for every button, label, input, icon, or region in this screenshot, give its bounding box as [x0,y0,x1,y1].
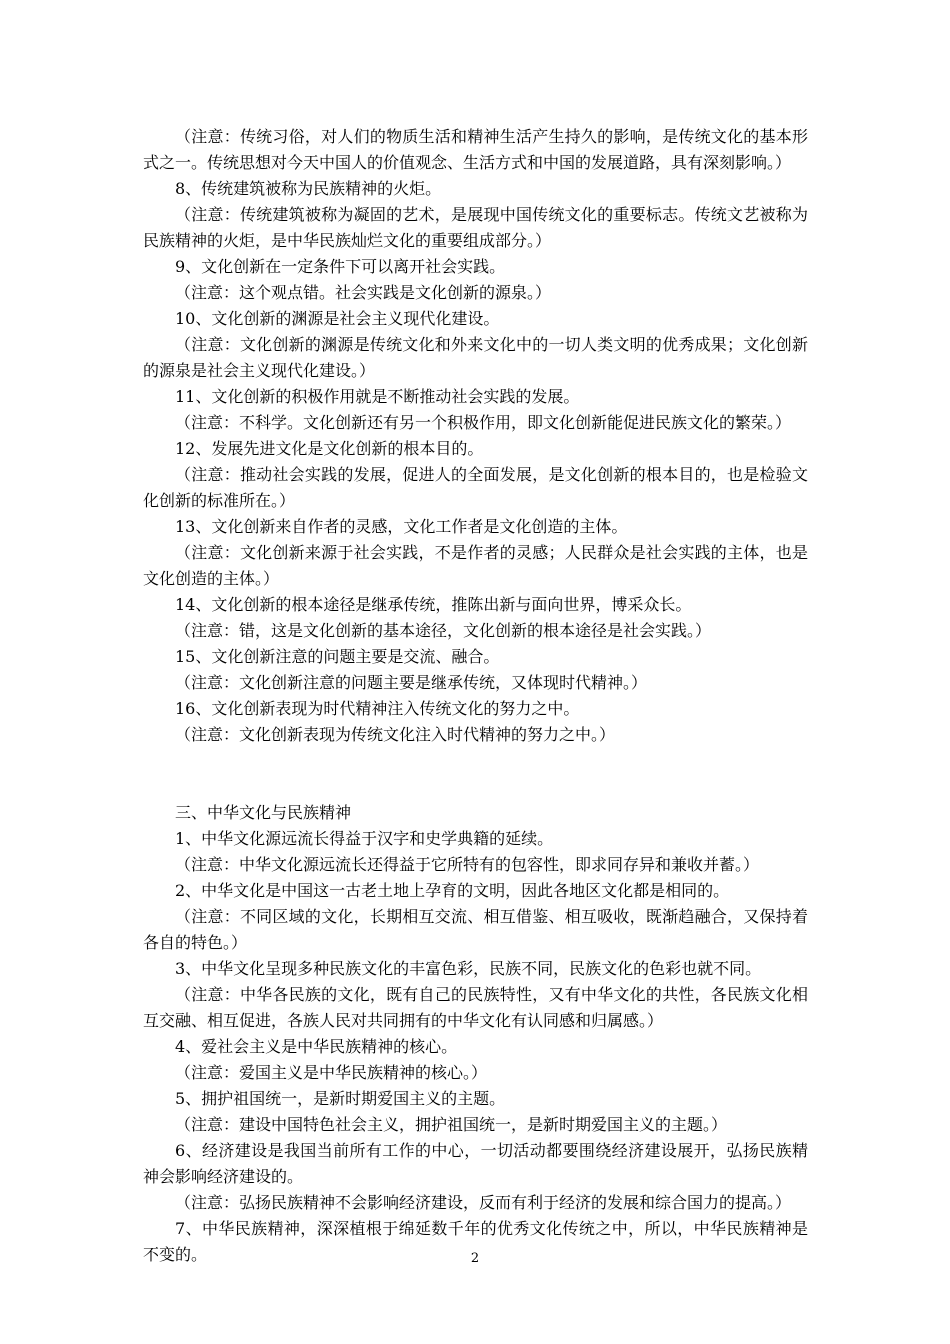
note-paragraph: （注意：建设中国特色社会主义，拥护祖国统一，是新时期爱国主义的主题。） [175,1115,728,1134]
note-paragraph: （注意：弘扬民族精神不会影响经济建设，反而有利于经济的发展和综合国力的提高。） [175,1193,792,1212]
note-paragraph: （注意：中华文化源远流长还得益于它所特有的包容性，即求同存异和兼收并蓄。） [175,855,760,874]
note-paragraph: （注意：爱国主义是中华民族精神的核心。） [175,1063,488,1082]
statement-item: 5、拥护祖国统一，是新时期爱国主义的主题。 [175,1089,506,1108]
statement-item: 7、中华民族精神，深深植根于绵延数千年的优秀文化传统之中，所以，中华民族精神是不变的。 [143,1219,808,1264]
statement-item: 6、经济建设是我国当前所有工作的中心，一切活动都要围绕经济建设展开，弘扬民族精神会影响经济建设的。 [143,1141,808,1186]
statement-item: 14、文化创新的根本途径是继承传统，推陈出新与面向世界，博采众长。 [175,595,692,614]
page-number: 2 [470,1251,480,1266]
statement-item: 8、传统建筑被称为民族精神的火炬。 [175,179,442,198]
section-heading: 三、中华文化与民族精神 [175,803,352,822]
statement-item: 15、文化创新注意的问题主要是交流、融合。 [175,647,500,666]
statement-item: 10、文化创新的渊源是社会主义现代化建设。 [175,309,500,328]
section-gap [143,748,808,800]
statement-item: 13、文化创新来自作者的灵感，文化工作者是文化创造的主体。 [175,517,628,536]
statement-item: 4、爱社会主义是中华民族精神的核心。 [175,1037,458,1056]
statement-item: 9、文化创新在一定条件下可以离开社会实践。 [175,257,506,276]
statement-item: 2、中华文化是中国这一古老土地上孕育的文明，因此各地区文化都是相同的。 [175,881,730,900]
note-paragraph: （注意：不同区域的文化，长期相互交流、相互借鉴、相互吸收，既渐趋融合，又保持着各自的特色。） [143,907,808,952]
note-paragraph: （注意：不科学。文化创新还有另一个积极作用，即文化创新能促进民族文化的繁荣。） [175,413,792,432]
section-chinese-culture [143,826,808,1268]
note-paragraph: （注意：错，这是文化创新的基本途径，文化创新的根本途径是社会实践。） [175,621,712,640]
note-paragraph: （注意：推动社会实践的发展，促进人的全面发展，是文化创新的根本目的，也是检验文化创新的标准所在。） [143,465,808,510]
note-paragraph: （注意：传统习俗，对人们的物质生活和精神生活产生持久的影响，是传统文化的基本形式之一。传统思想对今天中国人的价值观念、生活方式和中国的发展道路，具有深刻影响。） [143,127,808,172]
statement-item: 3、中华文化呈现多种民族文化的丰富色彩，民族不同，民族文化的色彩也就不同。 [175,959,762,978]
note-paragraph: （注意：文化创新来源于社会实践，不是作者的灵感；人民群众是社会实践的主体，也是文化创造的主体。） [143,543,808,588]
statement-item: 1、中华文化源远流长得益于汉字和史学典籍的延续。 [175,829,554,848]
note-paragraph: （注意：中华各民族的文化，既有自己的民族特性，又有中华文化的共性，各民族文化相互交融、相互促进，各族人民对共同拥有的中华文化有认同感和归属感。） [143,985,808,1030]
note-paragraph: （注意：文化创新注意的问题主要是继承传统，又体现时代精神。） [175,673,648,692]
statement-item: 11、文化创新的积极作用就是不断推动社会实践的发展。 [175,387,580,406]
note-paragraph: （注意：这个观点错。社会实践是文化创新的源泉。） [175,283,552,302]
note-paragraph: （注意：传统建筑被称为凝固的艺术，是展现中国传统文化的重要标志。传统文艺被称为民族精神的火炬，是中华民族灿烂文化的重要组成部分。） [143,205,808,250]
note-paragraph: （注意：文化创新表现为传统文化注入时代精神的努力之中。） [175,725,616,744]
page-content [143,124,808,1268]
statement-item: 16、文化创新表现为时代精神注入传统文化的努力之中。 [175,699,580,718]
statement-item: 12、发展先进文化是文化创新的根本目的。 [175,439,484,458]
section-culture-innovation [143,124,808,748]
note-paragraph: （注意：文化创新的渊源是传统文化和外来文化中的一切人类文明的优秀成果；文化创新的源泉是社会主义现代化建设。） [143,335,808,380]
